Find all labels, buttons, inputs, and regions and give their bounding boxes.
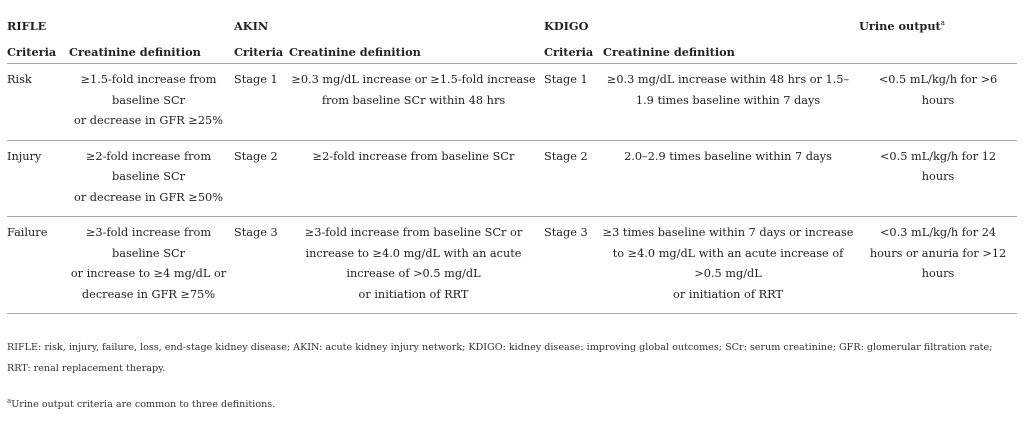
rifle-header: RIFLE bbox=[7, 19, 47, 33]
kdigo-criteria-cell: Stage 1 bbox=[544, 64, 597, 141]
akin-definition-header: Creatinine definition bbox=[283, 42, 544, 64]
abbreviations-note bbox=[7, 337, 1011, 379]
table-row-failure bbox=[7, 217, 1017, 314]
urine-output-cell: <0.3 mL/kg/h for 24 hours or anuria for >12 hours bbox=[859, 217, 1017, 314]
kdigo-criteria-header: Criteria bbox=[544, 42, 597, 64]
footnote bbox=[7, 397, 275, 413]
urine-subheader-empty bbox=[859, 42, 1017, 64]
table-row-injury bbox=[7, 140, 1017, 217]
aki-criteria-table-container bbox=[7, 16, 1017, 314]
urine-output-cell: <0.5 mL/kg/h for >6 hours bbox=[859, 64, 1017, 141]
system-header-row bbox=[7, 16, 1017, 42]
akin-criteria-cell: Stage 2 bbox=[234, 140, 283, 217]
footnote-text: Urine output criteria are common to three definitions. bbox=[11, 399, 276, 410]
rifle-definition-cell: ≥1.5-fold increase from baseline SCr or decrease in GFR ≥25% bbox=[63, 64, 234, 141]
rifle-definition-cell: ≥3-fold increase from baseline SCr or increase to ≥4 mg/dL or decrease in GFR ≥75% bbox=[63, 217, 234, 314]
rifle-criteria-cell: Failure bbox=[7, 217, 63, 314]
footnote-marker: a bbox=[940, 19, 945, 28]
abbreviations-line-2: RRT: renal replacement therapy. bbox=[7, 363, 166, 374]
kdigo-criteria-cell: Stage 3 bbox=[544, 217, 597, 314]
akin-header: AKIN bbox=[234, 19, 269, 33]
kdigo-definition-cell: ≥0.3 mg/dL increase within 48 hrs or 1.5– 1.9 times baseline within 7 days bbox=[597, 64, 859, 141]
rifle-definition-cell: ≥2-fold increase from baseline SCr or decrease in GFR ≥50% bbox=[63, 140, 234, 217]
kdigo-criteria-cell: Stage 2 bbox=[544, 140, 597, 217]
akin-definition-cell: ≥2-fold increase from baseline SCr bbox=[283, 140, 544, 217]
footnote-marker: a bbox=[7, 396, 12, 405]
urine-output-header bbox=[859, 16, 1017, 42]
kdigo-header: KDIGO bbox=[544, 19, 589, 33]
rifle-criteria-header: Criteria bbox=[7, 42, 63, 64]
kdigo-definition-cell: 2.0–2.9 times baseline within 7 days bbox=[597, 140, 859, 217]
urine-output-label: Urine output bbox=[859, 19, 941, 33]
table-row-risk bbox=[7, 64, 1017, 141]
rifle-definition-header: Creatinine definition bbox=[63, 42, 234, 64]
aki-criteria-table bbox=[7, 16, 1017, 314]
sub-header-row bbox=[7, 42, 1017, 64]
akin-criteria-header: Criteria bbox=[234, 42, 283, 64]
akin-criteria-cell: Stage 3 bbox=[234, 217, 283, 314]
akin-criteria-cell: Stage 1 bbox=[234, 64, 283, 141]
kdigo-definition-cell: ≥3 times baseline within 7 days or increase to ≥4.0 mg/dL with an acute increase of >0.5 mg/dL or initiation of RRT bbox=[597, 217, 859, 314]
rifle-criteria-cell: Injury bbox=[7, 140, 63, 217]
rifle-criteria-cell: Risk bbox=[7, 64, 63, 141]
kdigo-definition-header: Creatinine definition bbox=[597, 42, 859, 64]
urine-output-cell: <0.5 mL/kg/h for 12 hours bbox=[859, 140, 1017, 217]
akin-definition-cell: ≥0.3 mg/dL increase or ≥1.5-fold increase from baseline SCr within 48 hrs bbox=[283, 64, 544, 141]
akin-definition-cell: ≥3-fold increase from baseline SCr or increase to ≥4.0 mg/dL with an acute increase of >0.5 mg/dL or initiation of RRT bbox=[283, 217, 544, 314]
abbreviations-line-1: RIFLE: risk, injury, failure, loss, end-stage kidney disease; AKIN: acute kidney injury network; KDIGO: kidney disease: improving global outcomes; SCr: serum creatinine; GFR: glomerular filtration rate; bbox=[7, 342, 993, 353]
